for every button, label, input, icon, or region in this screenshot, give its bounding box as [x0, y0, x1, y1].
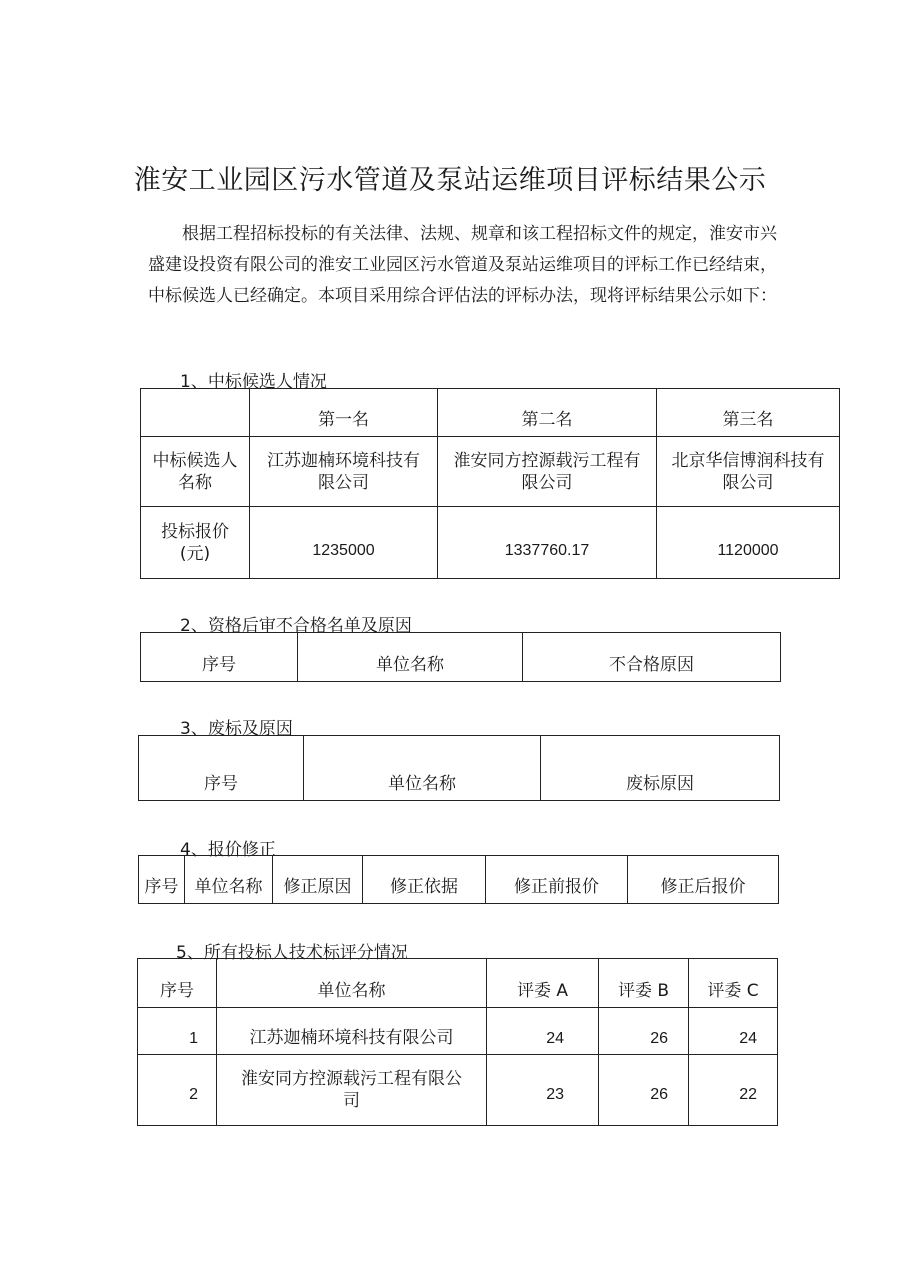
table-row [138, 1008, 778, 1055]
candidate-1: 江苏迦楠环境科技有 限公司 [250, 437, 438, 507]
table-row [141, 507, 840, 579]
rank-2: 第二名 [438, 389, 657, 437]
col-judge-c: 评委 C [689, 959, 778, 1008]
price-correction-table [138, 855, 779, 904]
col-unit-name: 单位名称 [185, 856, 273, 904]
score-c: 22 [689, 1055, 778, 1126]
intro-text: 根据工程招标投标的有关法律、法规、规章和该工程招标文件的规定，淮安市兴盛建设投资有限公司的淮安工业园区污水管道及泵站运维项目的评标工作已经结束，中标候选人已经确定。本项目采用综合评估法的评标办法，现将评标结果公示如下： [148, 224, 777, 306]
table-row [139, 736, 780, 801]
row-label-price: 投标报价 (元) [141, 507, 250, 579]
col-reason: 废标原因 [541, 736, 780, 801]
col-correction-basis: 修正依据 [363, 856, 486, 904]
empty-cell [141, 389, 250, 437]
intro-paragraph [148, 219, 788, 312]
row-label-candidate: 中标候选人 名称 [141, 437, 250, 507]
row-unit-name: 江苏迦楠环境科技有限公司 [217, 1008, 487, 1055]
section4-heading: 4、报价修正 [180, 840, 276, 860]
col-index: 序号 [139, 856, 185, 904]
col-unit-name: 单位名称 [298, 633, 523, 682]
section3-heading: 3、废标及原因 [180, 719, 293, 739]
price-1: 1235000 [250, 507, 438, 579]
candidates-table [140, 388, 840, 579]
col-unit-name: 单位名称 [217, 959, 487, 1008]
table-row [141, 633, 781, 682]
col-index: 序号 [139, 736, 304, 801]
col-unit-name: 单位名称 [304, 736, 541, 801]
price-3: 1120000 [657, 507, 840, 579]
score-b: 26 [599, 1055, 689, 1126]
technical-score-table [137, 958, 778, 1126]
col-price-before: 修正前报价 [486, 856, 628, 904]
table-row [138, 959, 778, 1008]
col-index: 序号 [138, 959, 217, 1008]
col-index: 序号 [141, 633, 298, 682]
col-judge-a: 评委 A [487, 959, 599, 1008]
table-row [141, 389, 840, 437]
score-a: 24 [487, 1008, 599, 1055]
table-row [138, 1055, 778, 1126]
table-row [139, 856, 779, 904]
col-correction-reason: 修正原因 [273, 856, 363, 904]
rank-3: 第三名 [657, 389, 840, 437]
row-index: 1 [138, 1008, 217, 1055]
col-price-after: 修正后报价 [628, 856, 779, 904]
page-title: 淮安工业园区污水管道及泵站运维项目评标结果公示 [133, 165, 767, 196]
row-index: 2 [138, 1055, 217, 1126]
table-row [141, 437, 840, 507]
candidate-3: 北京华信博润科技有 限公司 [657, 437, 840, 507]
section1-heading: 1、中标候选人情况 [180, 372, 327, 392]
col-reason: 不合格原因 [523, 633, 781, 682]
price-2: 1337760.17 [438, 507, 657, 579]
row-unit-name: 淮安同方控源载污工程有限公 司 [217, 1055, 487, 1126]
section2-heading: 2、资格后审不合格名单及原因 [180, 616, 412, 636]
score-c: 24 [689, 1008, 778, 1055]
score-b: 26 [599, 1008, 689, 1055]
section5-heading: 5、所有投标人技术标评分情况 [176, 943, 408, 963]
col-judge-b: 评委 B [599, 959, 689, 1008]
invalid-bid-table [138, 735, 780, 801]
candidate-2: 淮安同方控源载污工程有 限公司 [438, 437, 657, 507]
rank-1: 第一名 [250, 389, 438, 437]
disqualified-table [140, 632, 781, 682]
score-a: 23 [487, 1055, 599, 1126]
